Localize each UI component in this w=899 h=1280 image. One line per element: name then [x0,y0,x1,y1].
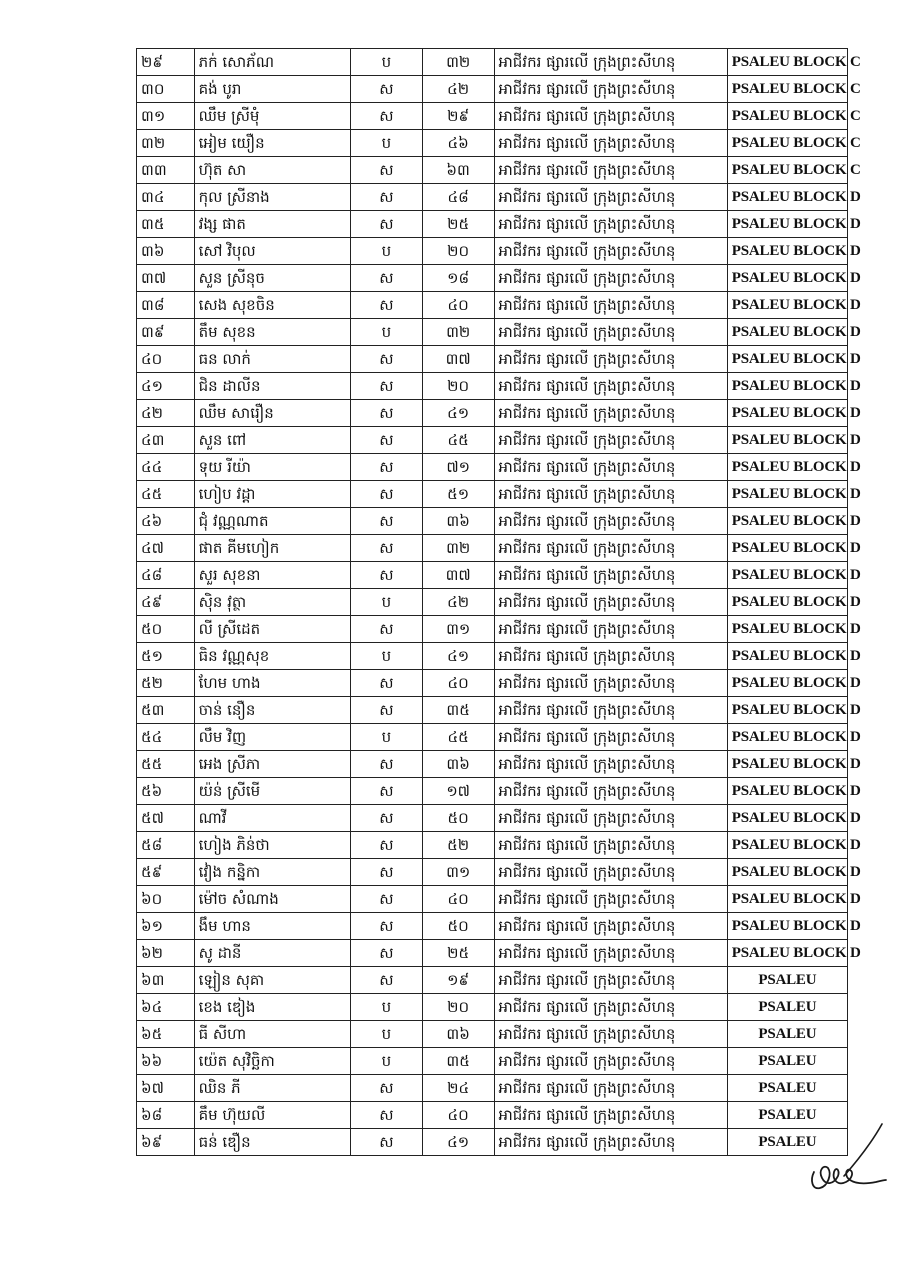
vendor-age: ៣១ [422,616,494,643]
vendor-sex: ស [351,1129,423,1156]
row-number: ៥៧ [137,805,195,832]
table-row [137,184,848,211]
row-number: ៤០ [137,346,195,373]
vendor-location: PSALEU BLOCK C [727,103,847,130]
vendor-age: ១៩ [422,967,494,994]
vendor-sex: ស [351,832,423,859]
row-number: ៣២ [137,130,195,157]
vendor-name: ជុំ វណ្ណណាត [194,508,351,535]
vendor-sex: ស [351,859,423,886]
vendor-occupation: អាជីវករ ផ្សារលើ ក្រុងព្រះសីហនុ [494,967,727,994]
table-row [137,265,848,292]
table-row [137,130,848,157]
vendor-name: ហៀង ភិន់ថា [194,832,351,859]
vendor-sex: ស [351,454,423,481]
vendor-occupation: អាជីវករ ផ្សារលើ ក្រុងព្រះសីហនុ [494,805,727,832]
vendor-age: ៣៧ [422,346,494,373]
table-row [137,751,848,778]
vendor-sex: ប [351,130,423,157]
vendor-sex: ប [351,994,423,1021]
table-row [137,1048,848,1075]
vendor-age: ៣១ [422,859,494,886]
vendor-location: PSALEU BLOCK D [727,292,847,319]
row-number: ៥៨ [137,832,195,859]
vendor-occupation: អាជីវករ ផ្សារលើ ក្រុងព្រះសីហនុ [494,913,727,940]
table-row [137,859,848,886]
vendor-sex: ស [351,670,423,697]
row-number: ៤២ [137,400,195,427]
vendor-age: ៣៥ [422,697,494,724]
vendor-name: អេង ស្រីភា [194,751,351,778]
vendor-name: សេង សុខចិន [194,292,351,319]
vendor-location: PSALEU BLOCK D [727,940,847,967]
vendor-sex: ប [351,49,423,76]
row-number: ៤៩ [137,589,195,616]
table-row [137,103,848,130]
vendor-name: ចាន់ នឿន [194,697,351,724]
vendor-location: PSALEU BLOCK D [727,184,847,211]
vendor-sex: ស [351,940,423,967]
vendor-sex: ស [351,562,423,589]
table-row [137,886,848,913]
vendor-location: PSALEU BLOCK D [727,373,847,400]
vendor-sex: ស [351,481,423,508]
vendor-location: PSALEU BLOCK C [727,49,847,76]
row-number: ៦៨ [137,1102,195,1129]
vendor-age: ៤៨ [422,184,494,211]
vendor-location: PSALEU BLOCK D [727,535,847,562]
vendor-name: ធន់ ឌឿន [194,1129,351,1156]
row-number: ៦៧ [137,1075,195,1102]
vendor-sex: ស [351,373,423,400]
table-row [137,994,848,1021]
vendor-name: ឡៀន សុគា [194,967,351,994]
vendor-age: ២៤ [422,1075,494,1102]
table-row [137,643,848,670]
vendor-occupation: អាជីវករ ផ្សារលើ ក្រុងព្រះសីហនុ [494,670,727,697]
vendor-name: ឈឹម សារឿន [194,400,351,427]
vendor-occupation: អាជីវករ ផ្សារលើ ក្រុងព្រះសីហនុ [494,1075,727,1102]
vendor-location: PSALEU BLOCK C [727,76,847,103]
table-row [137,1129,848,1156]
vendor-occupation: អាជីវករ ផ្សារលើ ក្រុងព្រះសីហនុ [494,346,727,373]
row-number: ៥១ [137,643,195,670]
table-row [137,616,848,643]
vendor-location: PSALEU BLOCK D [727,508,847,535]
vendor-age: ៤២ [422,589,494,616]
vendor-age: ៤០ [422,670,494,697]
row-number: ៣៥ [137,211,195,238]
vendor-location: PSALEU BLOCK C [727,157,847,184]
vendor-name: ហែម ហាង [194,670,351,697]
vendor-occupation: អាជីវករ ផ្សារលើ ក្រុងព្រះសីហនុ [494,1048,727,1075]
vendor-sex: ប [351,589,423,616]
row-number: ៦៣ [137,967,195,994]
table-row [137,805,848,832]
vendor-age: ៥០ [422,805,494,832]
vendor-occupation: អាជីវករ ផ្សារលើ ក្រុងព្រះសីហនុ [494,886,727,913]
row-number: ៥៤ [137,724,195,751]
vendor-name: ហៀប វដ្ដា [194,481,351,508]
table-row [137,346,848,373]
table-row [137,967,848,994]
vendor-roster-table [136,48,861,1156]
vendor-name: ស៊ិន វុត្ថា [194,589,351,616]
vendor-name: លឹម វិញ [194,724,351,751]
vendor-sex: ប [351,238,423,265]
vendor-sex: ស [351,76,423,103]
table-row [137,913,848,940]
row-number: ៦០ [137,886,195,913]
vendor-age: ៤២ [422,76,494,103]
vendor-name: យ៉ន់ ស្រីមើ [194,778,351,805]
vendor-occupation: អាជីវករ ផ្សារលើ ក្រុងព្រះសីហនុ [494,751,727,778]
row-number: ២៩ [137,49,195,76]
vendor-name: ធី សីហា [194,1021,351,1048]
vendor-name: វង្ស ផាត [194,211,351,238]
vendor-name: ហ៊ុត សា [194,157,351,184]
vendor-occupation: អាជីវករ ផ្សារលើ ក្រុងព្រះសីហនុ [494,1129,727,1156]
table-row [137,49,848,76]
vendor-occupation: អាជីវករ ផ្សារលើ ក្រុងព្រះសីហនុ [494,589,727,616]
vendor-occupation: អាជីវករ ផ្សារលើ ក្រុងព្រះសីហនុ [494,292,727,319]
vendor-sex: ស [351,292,423,319]
vendor-age: ៤៥ [422,427,494,454]
vendor-occupation: អាជីវករ ផ្សារលើ ក្រុងព្រះសីហនុ [494,211,727,238]
vendor-location: PSALEU BLOCK D [727,616,847,643]
vendor-occupation: អាជីវករ ផ្សារលើ ក្រុងព្រះសីហនុ [494,724,727,751]
vendor-sex: ស [351,508,423,535]
row-number: ៣០ [137,76,195,103]
vendor-occupation: អាជីវករ ផ្សារលើ ក្រុងព្រះសីហនុ [494,535,727,562]
vendor-occupation: អាជីវករ ផ្សារលើ ក្រុងព្រះសីហនុ [494,130,727,157]
table-row [137,778,848,805]
vendor-name: យ៉េត សុវិច្ឆិកា [194,1048,351,1075]
vendor-sex: ស [351,967,423,994]
vendor-sex: ស [351,697,423,724]
vendor-location: PSALEU [727,1075,847,1102]
vendor-name: វៀង កន្និកា [194,859,351,886]
row-number: ៦១ [137,913,195,940]
vendor-occupation: អាជីវករ ផ្សារលើ ក្រុងព្រះសីហនុ [494,643,727,670]
vendor-occupation: អាជីវករ ផ្សារលើ ក្រុងព្រះសីហនុ [494,76,727,103]
vendor-occupation: អាជីវករ ផ្សារលើ ក្រុងព្រះសីហនុ [494,616,727,643]
vendor-age: ៤១ [422,400,494,427]
vendor-occupation: អាជីវករ ផ្សារលើ ក្រុងព្រះសីហនុ [494,481,727,508]
vendor-location: PSALEU [727,1021,847,1048]
vendor-age: ២៥ [422,211,494,238]
vendor-name: ខេង ឌៀង [194,994,351,1021]
vendor-name: ផាត គីមហៀក [194,535,351,562]
vendor-sex: ស [351,1102,423,1129]
row-number: ៤៦ [137,508,195,535]
table-row [137,292,848,319]
vendor-age: ៦៣ [422,157,494,184]
vendor-occupation: អាជីវករ ផ្សារលើ ក្រុងព្រះសីហនុ [494,454,727,481]
row-number: ៥៩ [137,859,195,886]
table-row [137,454,848,481]
row-number: ៣៦ [137,238,195,265]
table-row [137,508,848,535]
row-number: ៣១ [137,103,195,130]
row-number: ៦៤ [137,994,195,1021]
table-row [137,319,848,346]
vendor-age: ២០ [422,238,494,265]
vendor-age: ២៩ [422,103,494,130]
vendor-location: PSALEU BLOCK D [727,400,847,427]
vendor-location: PSALEU BLOCK D [727,859,847,886]
table-row [137,697,848,724]
vendor-name: ធិន វណ្ណសុខ [194,643,351,670]
vendor-sex: ប [351,1021,423,1048]
vendor-name: ម៉ៅច សំណាង [194,886,351,913]
vendor-sex: ស [351,184,423,211]
row-number: ៤១ [137,373,195,400]
table-row [137,535,848,562]
vendor-location: PSALEU BLOCK D [727,805,847,832]
vendor-name: ឈិន ភី [194,1075,351,1102]
vendor-sex: ស [351,400,423,427]
table-row [137,940,848,967]
row-number: ៣៩ [137,319,195,346]
vendor-location: PSALEU BLOCK D [727,778,847,805]
vendor-occupation: អាជីវករ ផ្សារលើ ក្រុងព្រះសីហនុ [494,940,727,967]
vendor-occupation: អាជីវករ ផ្សារលើ ក្រុងព្រះសីហនុ [494,373,727,400]
vendor-location: PSALEU [727,1129,847,1156]
row-number: ៥៥ [137,751,195,778]
vendor-location: PSALEU BLOCK D [727,427,847,454]
table-row [137,1102,848,1129]
vendor-occupation: អាជីវករ ផ្សារលើ ក្រុងព្រះសីហនុ [494,994,727,1021]
vendor-sex: ស [351,913,423,940]
table-row [137,76,848,103]
vendor-name: ឈឹម ស្រីមុំ [194,103,351,130]
vendor-occupation: អាជីវករ ផ្សារលើ ក្រុងព្រះសីហនុ [494,400,727,427]
row-number: ៥៦ [137,778,195,805]
row-number: ៣៣ [137,157,195,184]
vendor-name: សួន ពៅ [194,427,351,454]
vendor-age: ៣៧ [422,562,494,589]
vendor-age: ៧១ [422,454,494,481]
vendor-name: សួរ សុខនា [194,562,351,589]
vendor-location: PSALEU BLOCK D [727,265,847,292]
row-number: ៣៨ [137,292,195,319]
table-row [137,400,848,427]
vendor-age: ៣២ [422,319,494,346]
table-row [137,157,848,184]
vendor-name: ណាវី [194,805,351,832]
vendor-location: PSALEU [727,994,847,1021]
vendor-occupation: អាជីវករ ផ្សារលើ ក្រុងព្រះសីហនុ [494,562,727,589]
vendor-occupation: អាជីវករ ផ្សារលើ ក្រុងព្រះសីហនុ [494,778,727,805]
vendor-location: PSALEU [727,1102,847,1129]
table-row [137,373,848,400]
row-number: ៤៨ [137,562,195,589]
row-number: ៣៧ [137,265,195,292]
vendor-occupation: អាជីវករ ផ្សារលើ ក្រុងព្រះសីហនុ [494,832,727,859]
vendor-location: PSALEU BLOCK D [727,670,847,697]
row-number: ៣៤ [137,184,195,211]
vendor-name: សួន ស្រីនុច [194,265,351,292]
vendor-location: PSALEU [727,967,847,994]
vendor-sex: ស [351,535,423,562]
vendor-age: ៤០ [422,1102,494,1129]
row-number: ៤៣ [137,427,195,454]
row-number: ៦២ [137,940,195,967]
row-number: ៦៩ [137,1129,195,1156]
vendor-age: ២០ [422,994,494,1021]
vendor-location: PSALEU BLOCK D [727,913,847,940]
row-number: ៥២ [137,670,195,697]
vendor-age: ៤៥ [422,724,494,751]
vendor-sex: ស [351,427,423,454]
vendor-sex: ប [351,319,423,346]
vendor-age: ៣៦ [422,1021,494,1048]
vendor-sex: ស [351,805,423,832]
vendor-age: ៥០ [422,913,494,940]
vendor-age: ៣៦ [422,751,494,778]
vendor-age: ១៨ [422,265,494,292]
table-row [137,238,848,265]
table-row [137,724,848,751]
vendor-name: ភក់ សោភ័ណ [194,49,351,76]
vendor-age: ៣៦ [422,508,494,535]
vendor-name: លី ស្រីដេត [194,616,351,643]
vendor-name: កុល ស្រីនាង [194,184,351,211]
row-number: ៤៤ [137,454,195,481]
vendor-occupation: អាជីវករ ផ្សារលើ ក្រុងព្រះសីហនុ [494,1102,727,1129]
vendor-sex: ស [351,211,423,238]
vendor-location: PSALEU BLOCK D [727,643,847,670]
vendor-age: ៥១ [422,481,494,508]
table-row [137,211,848,238]
vendor-name: អៀម យឿន [194,130,351,157]
vendor-sex: ស [351,886,423,913]
vendor-occupation: អាជីវករ ផ្សារលើ ក្រុងព្រះសីហនុ [494,49,727,76]
row-number: ៦៥ [137,1021,195,1048]
table-row [137,562,848,589]
vendor-occupation: អាជីវករ ផ្សារលើ ក្រុងព្រះសីហនុ [494,427,727,454]
table-row [137,589,848,616]
roster-body [137,49,861,1156]
vendor-sex: ស [351,346,423,373]
vendor-sex: ស [351,778,423,805]
vendor-sex: ប [351,643,423,670]
vendor-age: ៤១ [422,1129,494,1156]
vendor-sex: ស [351,751,423,778]
vendor-occupation: អាជីវករ ផ្សារលើ ក្រុងព្រះសីហនុ [494,1021,727,1048]
vendor-location: PSALEU BLOCK D [727,751,847,778]
vendor-location: PSALEU BLOCK C [727,130,847,157]
table-row [137,427,848,454]
vendor-age: ៤១ [422,643,494,670]
vendor-occupation: អាជីវករ ផ្សារលើ ក្រុងព្រះសីហនុ [494,319,727,346]
vendor-name: គង់ បូរា [194,76,351,103]
row-number: ៤៥ [137,481,195,508]
vendor-occupation: អាជីវករ ផ្សារលើ ក្រុងព្រះសីហនុ [494,508,727,535]
vendor-location: PSALEU BLOCK D [727,589,847,616]
vendor-location: PSALEU BLOCK D [727,832,847,859]
vendor-sex: ស [351,157,423,184]
vendor-age: ៤០ [422,292,494,319]
vendor-location: PSALEU BLOCK D [727,481,847,508]
vendor-occupation: អាជីវករ ផ្សារលើ ក្រុងព្រះសីហនុ [494,157,727,184]
table-row [137,481,848,508]
vendor-location: PSALEU BLOCK D [727,238,847,265]
vendor-name: សៅ វិបុល [194,238,351,265]
vendor-age: ៣២ [422,49,494,76]
vendor-location: PSALEU BLOCK D [727,724,847,751]
vendor-location: PSALEU [727,1048,847,1075]
vendor-sex: ស [351,103,423,130]
vendor-occupation: អាជីវករ ផ្សារលើ ក្រុងព្រះសីហនុ [494,859,727,886]
vendor-name: ងឹម ហាន [194,913,351,940]
vendor-name: គឹម ហ៊ុយលី [194,1102,351,1129]
vendor-name: ជិន ដាលីន [194,373,351,400]
vendor-age: ៤៦ [422,130,494,157]
row-number: ៤៧ [137,535,195,562]
vendor-age: ២៥ [422,940,494,967]
vendor-age: ៥២ [422,832,494,859]
row-number: ៦៦ [137,1048,195,1075]
vendor-sex: ប [351,1048,423,1075]
vendor-name: តឹម សុខន [194,319,351,346]
row-number: ៥០ [137,616,195,643]
vendor-age: ៣៥ [422,1048,494,1075]
vendor-occupation: អាជីវករ ផ្សារលើ ក្រុងព្រះសីហនុ [494,697,727,724]
vendor-sex: ស [351,265,423,292]
table-row [137,1075,848,1102]
vendor-sex: ប [351,724,423,751]
vendor-age: ៤០ [422,886,494,913]
vendor-name: ទុយ រីយ៉ា [194,454,351,481]
vendor-name: សូ ដានី [194,940,351,967]
vendor-age: ១៧ [422,778,494,805]
vendor-location: PSALEU BLOCK D [727,454,847,481]
vendor-name: ធន លាក់ [194,346,351,373]
handwritten-signature-icon [806,1120,890,1198]
vendor-location: PSALEU BLOCK D [727,886,847,913]
table-row [137,832,848,859]
row-number: ៥៣ [137,697,195,724]
vendor-age: ២០ [422,373,494,400]
vendor-location: PSALEU BLOCK D [727,562,847,589]
vendor-sex: ស [351,1075,423,1102]
vendor-location: PSALEU BLOCK D [727,697,847,724]
table-row [137,670,848,697]
vendor-occupation: អាជីវករ ផ្សារលើ ក្រុងព្រះសីហនុ [494,265,727,292]
vendor-location: PSALEU BLOCK D [727,346,847,373]
table-row [137,1021,848,1048]
vendor-sex: ស [351,616,423,643]
vendor-occupation: អាជីវករ ផ្សារលើ ក្រុងព្រះសីហនុ [494,184,727,211]
vendor-occupation: អាជីវករ ផ្សារលើ ក្រុងព្រះសីហនុ [494,103,727,130]
vendor-occupation: អាជីវករ ផ្សារលើ ក្រុងព្រះសីហនុ [494,238,727,265]
vendor-location: PSALEU BLOCK D [727,319,847,346]
vendor-age: ៣២ [422,535,494,562]
vendor-location: PSALEU BLOCK D [727,211,847,238]
